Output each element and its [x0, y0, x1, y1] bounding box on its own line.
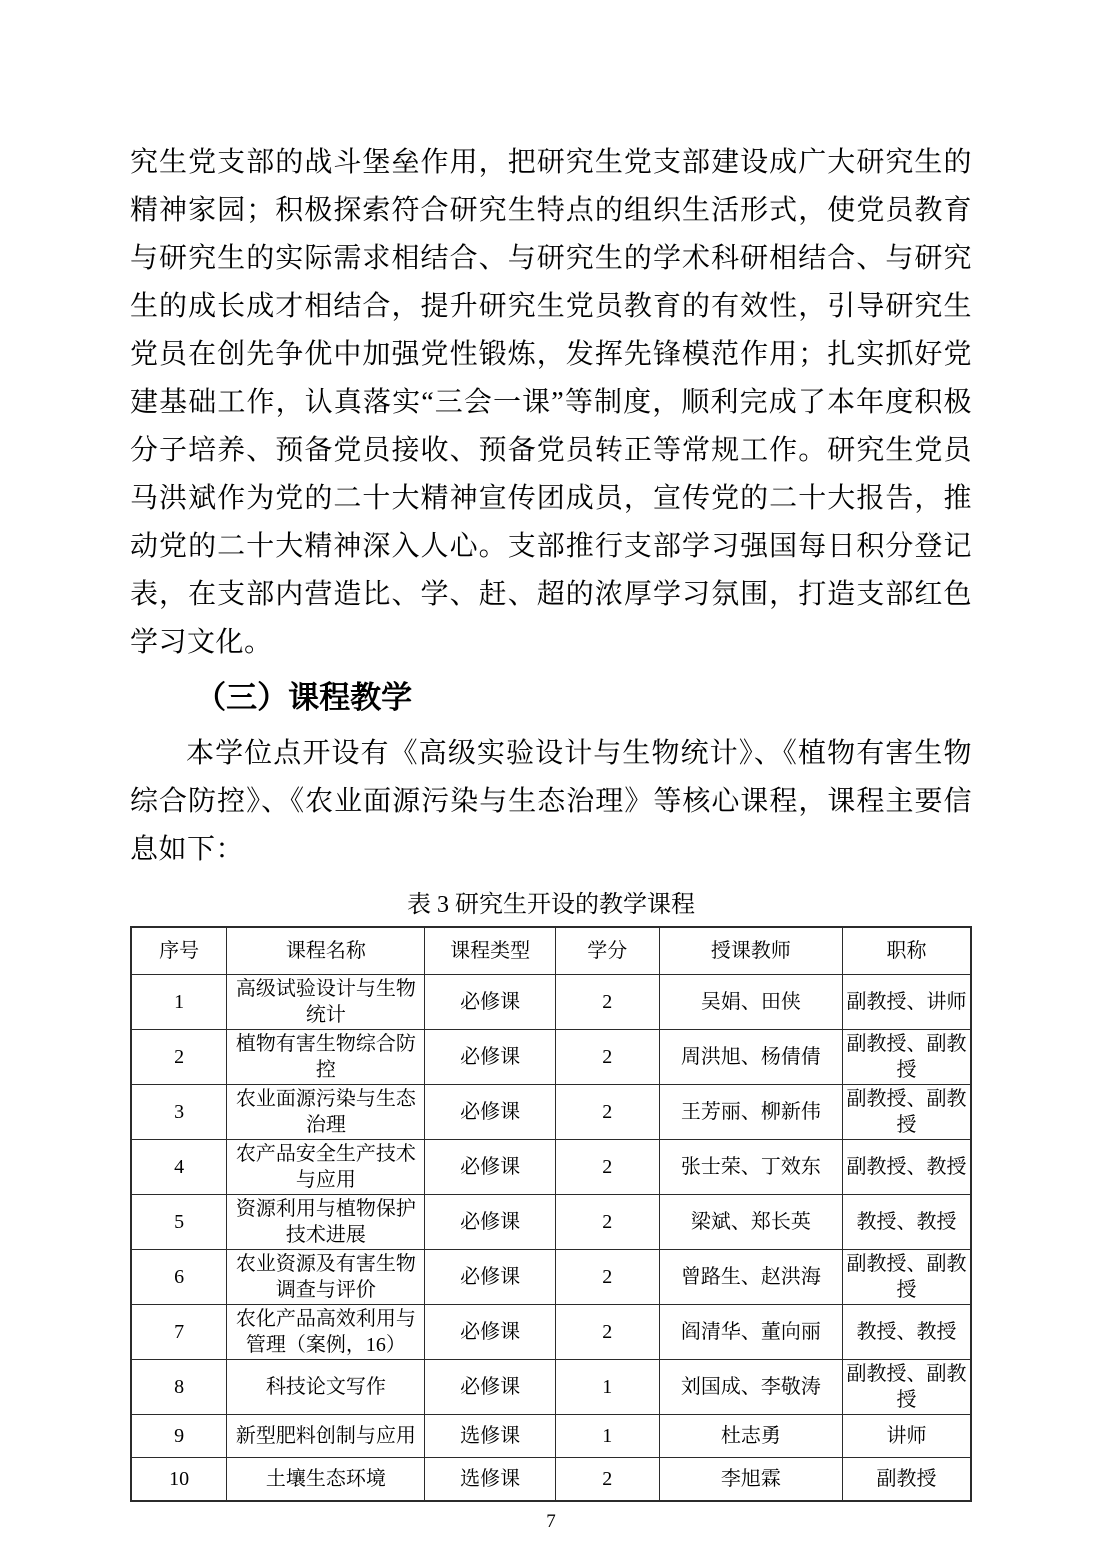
table-row [131, 1250, 971, 1305]
table-row [131, 1085, 971, 1140]
table-header-row [131, 927, 971, 975]
cell-credits: 2 [555, 1140, 659, 1195]
table-row [131, 1305, 971, 1360]
cell-credits: 2 [555, 1195, 659, 1250]
cell-teachers: 王芳丽、柳新伟 [659, 1085, 842, 1140]
table-row [131, 1360, 971, 1415]
cell-credits: 2 [555, 1085, 659, 1140]
table-row [131, 1415, 971, 1458]
table-header-cell-type: 课程类型 [425, 927, 555, 975]
cell-titles: 教授、教授 [842, 1195, 971, 1250]
cell-no: 8 [131, 1360, 227, 1415]
cell-teachers: 吴娟、田侠 [659, 975, 842, 1030]
cell-name: 农化产品高效利用与管理（案例，16） [227, 1305, 425, 1360]
table-row [131, 1458, 971, 1502]
cell-titles: 副教授、副教授 [842, 1030, 971, 1085]
course-table [130, 926, 972, 1502]
cell-credits: 2 [555, 975, 659, 1030]
cell-titles: 副教授、教授 [842, 1140, 971, 1195]
paragraph-party-branch: 究生党支部的战斗堡垒作用，把研究生党支部建设成广大研究生的精神家园；积极探索符合研究生特点的组织生活形式，使党员教育与研究生的实际需求相结合、与研究生的学术科研相结合、与研究生的成长成才相结合，提升研究生党员教育的有效性，引导研究生党员在创先争优中加强党性锻炼，发挥先锋模范作用；扎实抓好党建基础工作，认真落实“三会一课”等制度，顺利完成了本年度积极分子培养、预备党员接收、预备党员转正等常规工作。研究生党员马洪斌作为党的二十大精神宣传团成员，宣传党的二十大报告，推动党的二十大精神深入人心。支部推行支部学习强国每日积分登记表，在支部内营造比、学、赶、超的浓厚学习氛围，打造支部红色学习文化。 [130, 147, 972, 658]
cell-type: 必修课 [425, 1140, 555, 1195]
table-header-cell-titles: 职称 [842, 927, 971, 975]
cell-teachers: 曾路生、赵洪海 [659, 1250, 842, 1305]
cell-name: 农业面源污染与生态治理 [227, 1085, 425, 1140]
cell-titles: 副教授、讲师 [842, 975, 971, 1030]
cell-type: 必修课 [425, 1305, 555, 1360]
cell-credits: 2 [555, 1030, 659, 1085]
cell-credits: 1 [555, 1415, 659, 1458]
cell-type: 必修课 [425, 1195, 555, 1250]
cell-teachers: 张士荣、丁效东 [659, 1140, 842, 1195]
cell-name: 植物有害生物综合防控 [227, 1030, 425, 1085]
cell-no: 7 [131, 1305, 227, 1360]
cell-titles: 副教授、副教授 [842, 1085, 971, 1140]
cell-no: 10 [131, 1458, 227, 1502]
cell-teachers: 杜志勇 [659, 1415, 842, 1458]
cell-no: 5 [131, 1195, 227, 1250]
cell-name: 高级试验设计与生物统计 [227, 975, 425, 1030]
cell-teachers: 阎清华、董向丽 [659, 1305, 842, 1360]
cell-type: 选修课 [425, 1415, 555, 1458]
cell-titles: 教授、教授 [842, 1305, 971, 1360]
table-row [131, 1140, 971, 1195]
cell-no: 4 [131, 1140, 227, 1195]
cell-titles: 副教授、副教授 [842, 1360, 971, 1415]
cell-type: 必修课 [425, 1360, 555, 1415]
cell-type: 选修课 [425, 1458, 555, 1502]
table-header-cell-teachers: 授课教师 [659, 927, 842, 975]
cell-type: 必修课 [425, 1250, 555, 1305]
cell-teachers: 李旭霖 [659, 1458, 842, 1502]
cell-type: 必修课 [425, 975, 555, 1030]
cell-no: 2 [131, 1030, 227, 1085]
page-number: 7 [546, 1511, 556, 1532]
table-row [131, 1030, 971, 1085]
paragraph-core-courses: 本学位点开设有《高级实验设计与生物统计》、《植物有害生物综合防控》、《农业面源污染与生态治理》等核心课程，课程主要信息如下： [130, 738, 972, 865]
cell-credits: 1 [555, 1360, 659, 1415]
cell-no: 1 [131, 975, 227, 1030]
cell-teachers: 梁斌、郑长英 [659, 1195, 842, 1250]
cell-name: 农产品安全生产技术与应用 [227, 1140, 425, 1195]
table-header-cell-name: 课程名称 [227, 927, 425, 975]
cell-no: 6 [131, 1250, 227, 1305]
table-caption: 表 3 研究生开设的教学课程 [407, 892, 695, 918]
cell-type: 必修课 [425, 1030, 555, 1085]
cell-name: 新型肥料创制与应用 [227, 1415, 425, 1458]
cell-credits: 2 [555, 1458, 659, 1502]
cell-name: 科技论文写作 [227, 1360, 425, 1415]
cell-no: 3 [131, 1085, 227, 1140]
cell-type: 必修课 [425, 1085, 555, 1140]
section-heading-course-teaching: （三）课程教学 [195, 680, 413, 715]
cell-titles: 副教授 [842, 1458, 971, 1502]
cell-credits: 2 [555, 1250, 659, 1305]
cell-name: 资源利用与植物保护技术进展 [227, 1195, 425, 1250]
cell-credits: 2 [555, 1305, 659, 1360]
cell-teachers: 周洪旭、杨倩倩 [659, 1030, 842, 1085]
cell-name: 土壤生态环境 [227, 1458, 425, 1502]
cell-name: 农业资源及有害生物调查与评价 [227, 1250, 425, 1305]
cell-titles: 副教授、副教授 [842, 1250, 971, 1305]
cell-no: 9 [131, 1415, 227, 1458]
table-row [131, 1195, 971, 1250]
cell-teachers: 刘国成、李敬涛 [659, 1360, 842, 1415]
cell-titles: 讲师 [842, 1415, 971, 1458]
table-header-cell-no: 序号 [131, 927, 227, 975]
table-row [131, 975, 971, 1030]
table-header-cell-credits: 学分 [555, 927, 659, 975]
